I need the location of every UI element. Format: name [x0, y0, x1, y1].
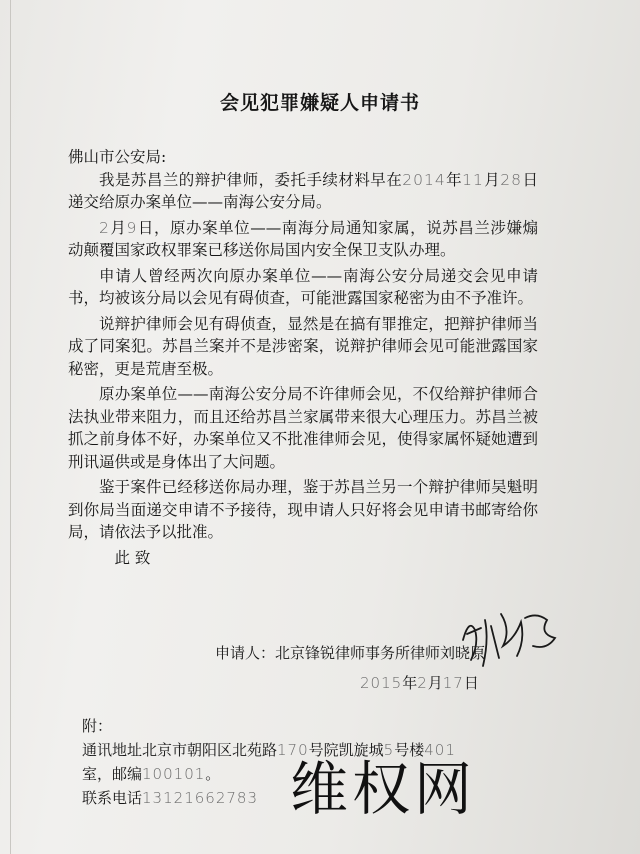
- salutation: 佛山市公安局:: [68, 148, 167, 166]
- postcode-line: 室，邮编100101。: [82, 765, 221, 783]
- page-fold-line: [10, 0, 11, 854]
- attachment-heading: 附：: [82, 717, 113, 735]
- handwritten-signature: [455, 600, 565, 672]
- document-title: 会见犯罪嫌疑人申请书: [219, 92, 420, 114]
- paragraph-4: 说辩护律师会见有碍侦查，显然是在搞有罪推定，把辩护律师当成了同案犯。苏昌兰案并不是涉密案，说辩护律师会见可能泄露国家秘密，更是荒唐至极。: [68, 314, 538, 378]
- phone-line: 联系电话13121662783: [82, 789, 258, 807]
- applicant-line: 申请人：北京锋锐律师事务所律师刘晓原: [215, 644, 486, 662]
- address-line: 通讯地址北京市朝阳区北苑路170号院凯旋城5号楼401: [82, 741, 456, 759]
- paragraph-2: 2月9日，原办案单位——南海分局通知家属，说苏昌兰涉嫌煽动颠覆国家政权罪案已移送你局国内安全保卫支队办理。: [68, 218, 538, 259]
- paragraph-3: 申请人曾经两次向原办案单位——南海公安分局递交会见申请书，均被该分局以会见有碍侦查，可能泄露国家秘密为由不予准许。: [68, 266, 538, 307]
- paragraph-1: 我是苏昌兰的辩护律师，委托手续材料早在2014年11月28日递交给原办案单位——南海公安分局。: [68, 170, 538, 211]
- watermark-logo: 维权网: [290, 755, 477, 823]
- application-date: 2015年2月17日: [360, 674, 479, 692]
- closing-phrase: 此 致: [114, 548, 151, 567]
- paragraph-6: 鉴于案件已经移送你局办理，鉴于苏昌兰另一个辩护律师吴魁明到你局当面递交申请不予接待，现申请人只好将会见申请书邮寄给你局，请依法予以批准。: [68, 478, 538, 541]
- letter-body: [68, 146, 538, 572]
- paragraph-5: 原办案单位——南海公安分局不许律师会见，不仅给辩护律师合法执业带来阻力，而且还给苏昌兰家属带来很大心理压力。苏昌兰被抓之前身体不好，办案单位又不批准律师会见，使得家属怀疑她遭到刑讯逼供或是身体出了大问题。: [68, 385, 538, 471]
